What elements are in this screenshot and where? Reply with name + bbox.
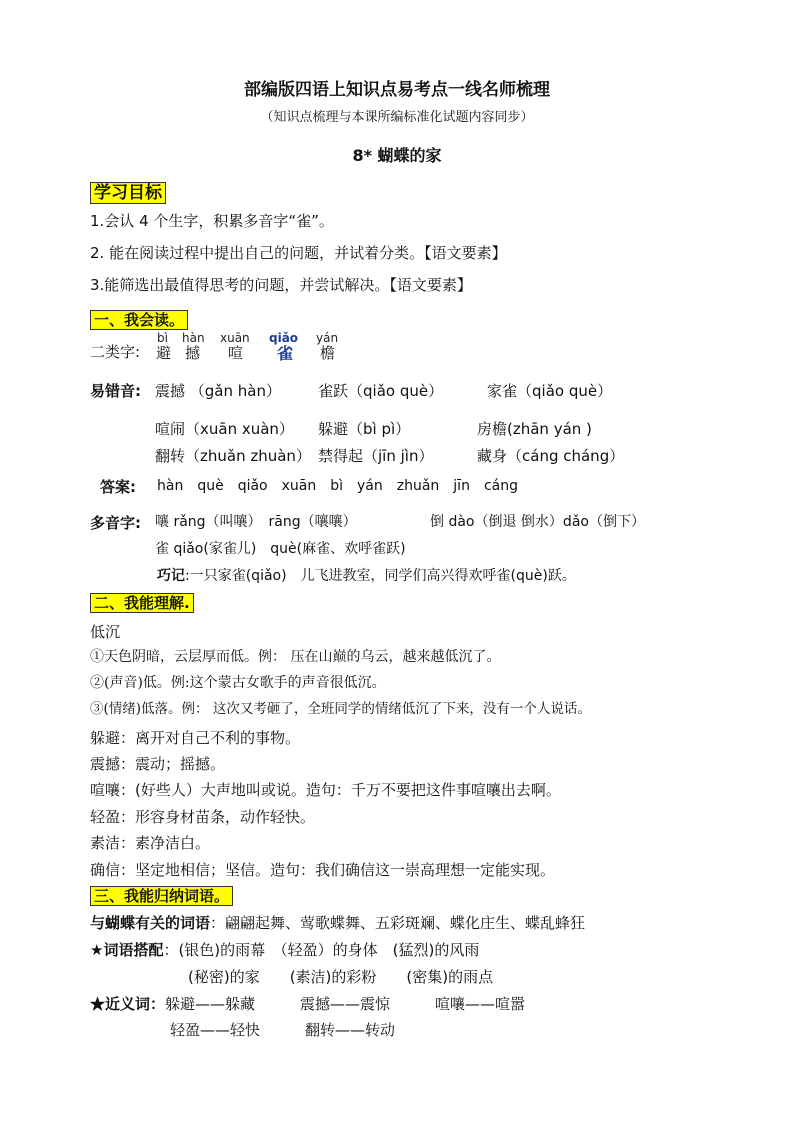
synonym-line: 躲避——躲藏 震撼——震惊 喧嚷——喧嚣 bbox=[165, 995, 526, 1013]
error-item: 躲避（bì pì） bbox=[318, 420, 411, 438]
synonym-label: ★近义词： bbox=[90, 995, 166, 1013]
definition: 喧嚷：(好些人）大声地叫或说。造句：千万不要把这件事喧嚷出去啊。 bbox=[90, 781, 561, 799]
definition: 素洁：素净洁白。 bbox=[90, 834, 211, 852]
section-understand-heading: 二、我能理解. bbox=[90, 593, 194, 613]
char: 撼 bbox=[185, 344, 201, 362]
polyphone-line: 嚷 rǎng（叫嚷） rāng（嚷嚷） bbox=[155, 514, 357, 530]
pinyin: xuān bbox=[220, 331, 250, 345]
answer-label: 答案: bbox=[100, 478, 136, 496]
page-subtitle: （知识点梳理与本课所编标准化试题内容同步） bbox=[260, 110, 534, 125]
lesson-title: 8* 蝴蝶的家 bbox=[352, 146, 442, 165]
error-item: 房檐(zhān yán ) bbox=[477, 420, 592, 438]
char: 避 bbox=[156, 344, 172, 362]
second-chars-label: 二类字: bbox=[90, 343, 141, 361]
section-read-heading: 一、我会读。 bbox=[90, 310, 188, 330]
polyphone-line: 雀 qiǎo(家雀儿) què(麻雀、欢呼雀跃) bbox=[155, 541, 406, 557]
char: 檐 bbox=[320, 344, 336, 362]
definition: 轻盈：形容身材苗条，动作轻快。 bbox=[90, 808, 316, 826]
section-words-heading: 三、我能归纳词语。 bbox=[90, 886, 233, 906]
goal-item: 3.能筛选出最值得思考的问题，并尝试解决。【语文要素】 bbox=[90, 276, 472, 294]
pinyin: yán bbox=[316, 331, 339, 345]
error-item: 喧闹（xuān xuàn） bbox=[155, 420, 294, 438]
memory-tip: :一只家雀(qiǎo) 儿飞进教室，同学们高兴得欢呼雀(què)跃。 bbox=[185, 568, 576, 584]
goal-item: 1.会认 4 个生字，积累多音字“雀”。 bbox=[90, 212, 334, 230]
pinyin: bì bbox=[157, 331, 168, 345]
error-item: 震撼 （gǎn hàn） bbox=[155, 382, 281, 400]
error-prone-label: 易错音: bbox=[90, 382, 141, 400]
error-item: 雀跃（qiǎo què） bbox=[318, 382, 444, 400]
pinyin: hàn bbox=[182, 331, 205, 345]
error-item: 家雀（qiǎo què） bbox=[487, 382, 613, 400]
page-title: 部编版四语上知识点易考点一线名师梳理 bbox=[244, 80, 550, 100]
error-item: 藏身（cáng cháng） bbox=[477, 447, 625, 465]
meaning-item: ③(情绪)低落。例： 这次又考砸了，全班同学的情绪低沉了下来，没有一个人说话。 bbox=[90, 701, 591, 717]
synonym-line: 轻盈——轻快 翻转——转动 bbox=[170, 1021, 396, 1039]
collocation-line: ：(银色)的雨幕 （轻盈）的身体 (猛烈)的风雨 bbox=[163, 941, 480, 959]
pinyin-highlight: qiǎo bbox=[269, 331, 299, 345]
char-highlight: 雀 bbox=[277, 344, 294, 363]
butterfly-words-label: 与蝴蝶有关的词语 bbox=[90, 914, 211, 932]
meaning-item: ②(声音)低。例:这个蒙古女歌手的声音很低沉。 bbox=[90, 675, 386, 691]
collocation-line: (秘密)的家 (素洁)的彩粉 (密集)的雨点 bbox=[188, 968, 494, 986]
definition: 躲避：离开对自己不利的事物。 bbox=[90, 729, 301, 747]
char: 喧 bbox=[228, 344, 244, 362]
polyphone-label: 多音字: bbox=[90, 514, 141, 532]
memory-tip-label: 巧记 bbox=[157, 568, 185, 584]
section-goals-heading: 学习目标 bbox=[90, 182, 166, 204]
collocation-label: ★词语搭配 bbox=[90, 941, 164, 959]
definition: 震撼：震动；摇撼。 bbox=[90, 755, 226, 773]
error-item: 翻转（zhuǎn zhuàn） bbox=[155, 447, 311, 465]
term: 低沉 bbox=[90, 623, 121, 641]
butterfly-words: ：翩翩起舞、莺歌蝶舞、五彩斑斓、蝶化庄生、蝶乱蜂狂 bbox=[210, 914, 586, 932]
definition: 确信：坚定地相信；坚信。造句：我们确信这一崇高理想一定能实现。 bbox=[90, 861, 556, 879]
goal-item: 2. 能在阅读过程中提出自己的问题，并试着分类。【语文要素】 bbox=[90, 244, 507, 262]
error-item: 禁得起（jīn jìn） bbox=[318, 447, 434, 465]
polyphone-line: 倒 dào（倒退 倒水）dǎo（倒下） bbox=[430, 514, 645, 530]
answer-list: hàn què qiǎo xuān bì yán zhuǎn jīn cáng bbox=[157, 478, 518, 494]
meaning-item: ①天色阴暗，云层厚而低。例： 压在山巅的乌云，越来越低沉了。 bbox=[90, 649, 501, 665]
